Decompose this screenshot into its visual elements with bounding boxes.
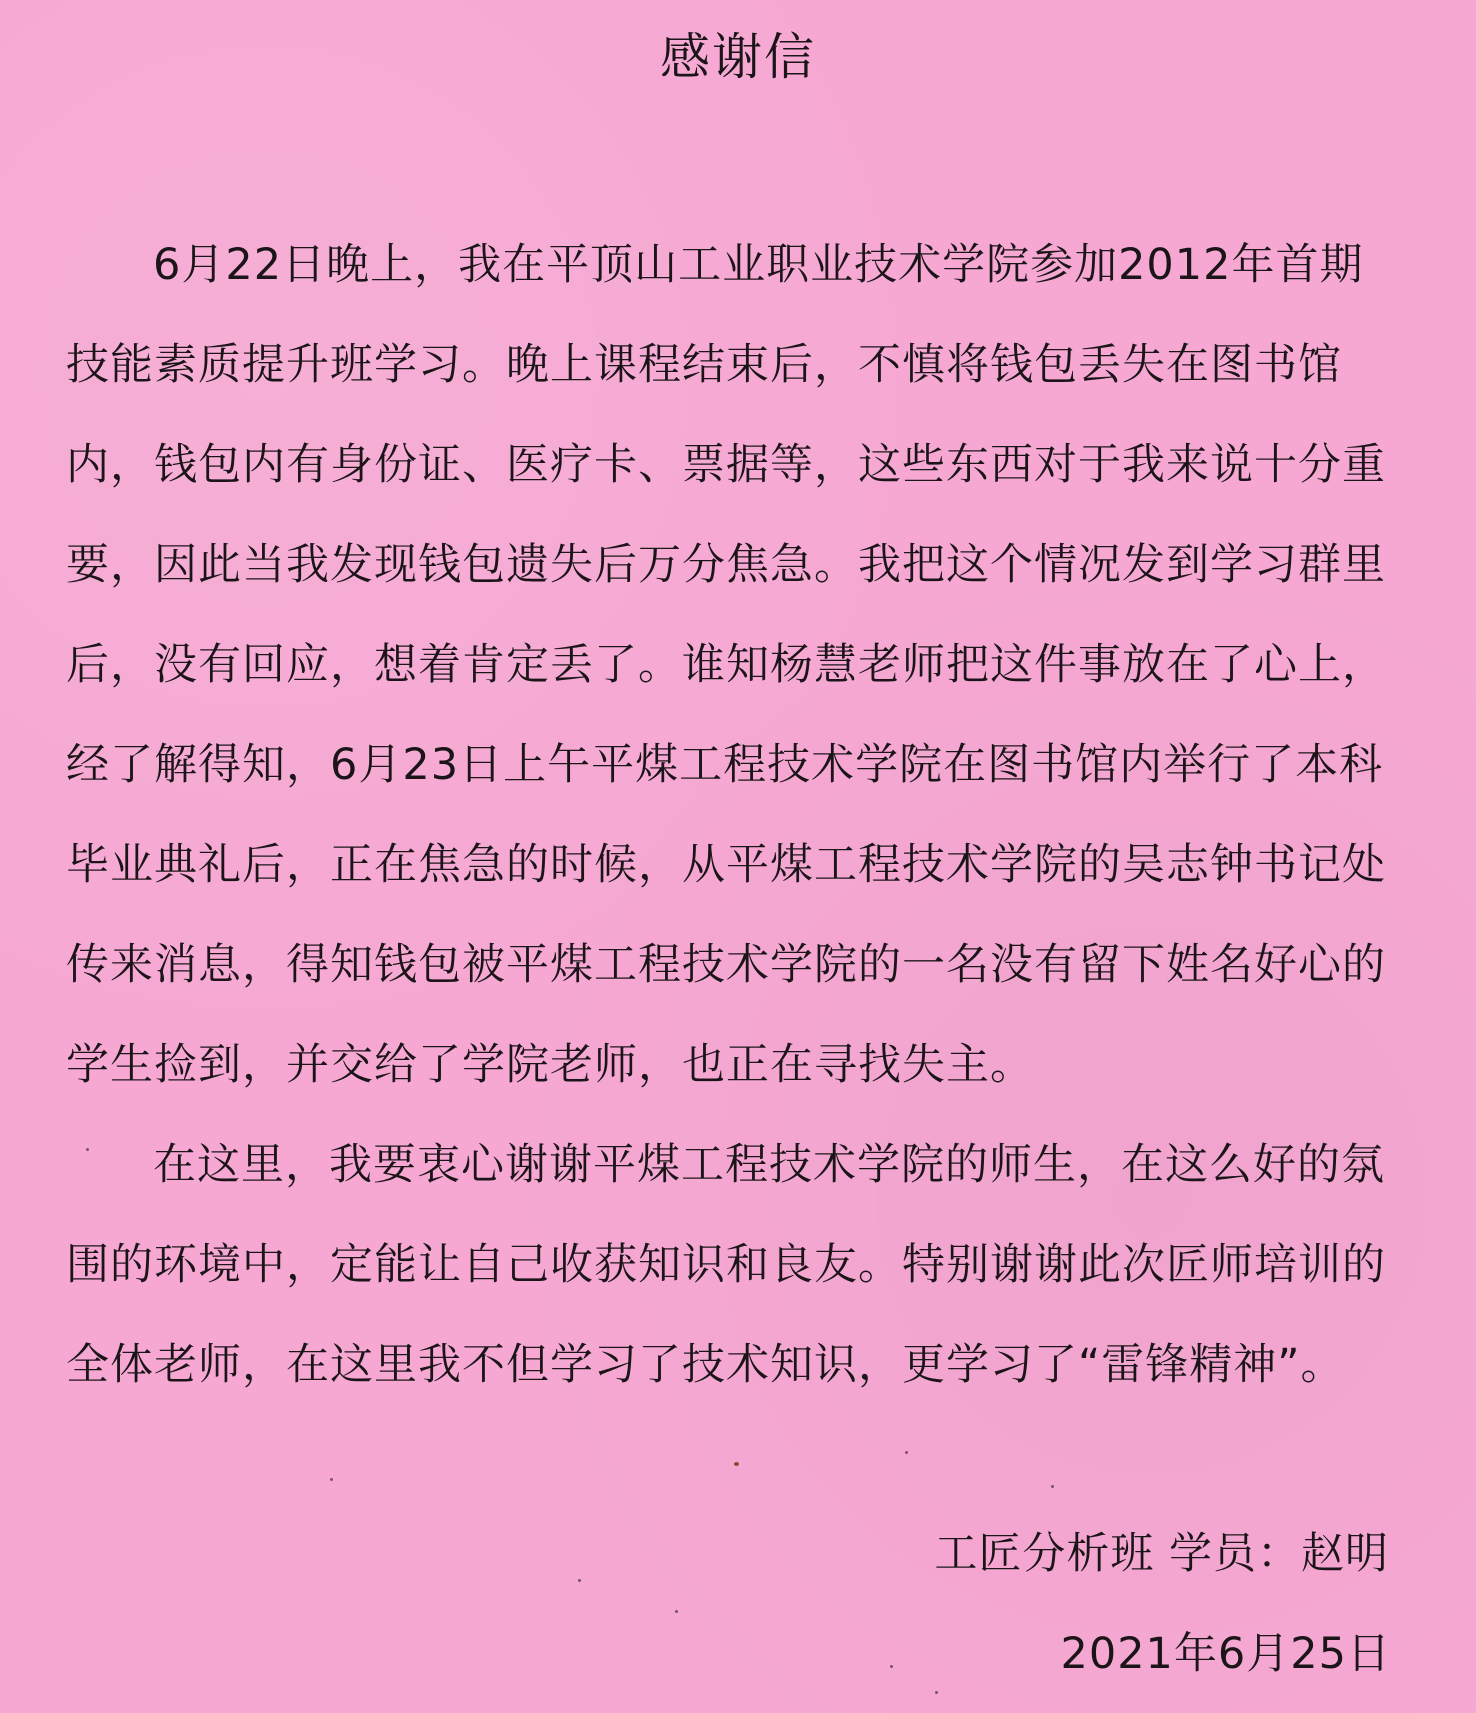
- letter-date: 2021年6月25日: [1060, 1629, 1391, 1679]
- letter-body: [66, 215, 1394, 1415]
- scan-speck: [890, 1665, 893, 1668]
- scan-speck: [734, 1462, 739, 1466]
- scan-speck: [1051, 1485, 1054, 1488]
- scan-speck: [330, 1478, 333, 1481]
- scan-speck: [86, 1148, 89, 1151]
- scan-speck: [935, 1691, 938, 1694]
- letter-title: 感谢信: [660, 28, 816, 86]
- scan-speck: [905, 1451, 908, 1454]
- scan-speck: [675, 1610, 678, 1613]
- letter-signature: 工匠分析班 学员：赵明: [934, 1529, 1389, 1579]
- scan-speck: [578, 1579, 581, 1582]
- letter-paragraph: 在这里，我要衷心谢谢平煤工程技术学院的师生，在这么好的氛围的环境中，定能让自己收获知识和良友。特别谢谢此次匠师培训的全体老师，在这里我不但学习了技术知识，更学习了“雷锋精神”。: [66, 1140, 1386, 1390]
- letter-paragraph: 6月22日晚上，我在平顶山工业职业技术学院参加2012年首期技能素质提升班学习。晚上课程结束后，不慎将钱包丢失在图书馆内，钱包内有身份证、医疗卡、票据等，这些东西对于我来说十分重要，因此当我发现钱包遗失后万分焦急。我把这个情况发到学习群里后，没有回应，想着肯定丢了。谁知杨慧老师把这件事放在了心上，经了解得知，6月23日上午平煤工程技术学院在图书馆内举行了本科毕业典礼后，正在焦急的时候，从平煤工程技术学院的吴志钟书记处传来消息，得知钱包被平煤工程技术学院的一名没有留下姓名好心的学生捡到，并交给了学院老师，也正在寻找失主。: [66, 240, 1386, 1090]
